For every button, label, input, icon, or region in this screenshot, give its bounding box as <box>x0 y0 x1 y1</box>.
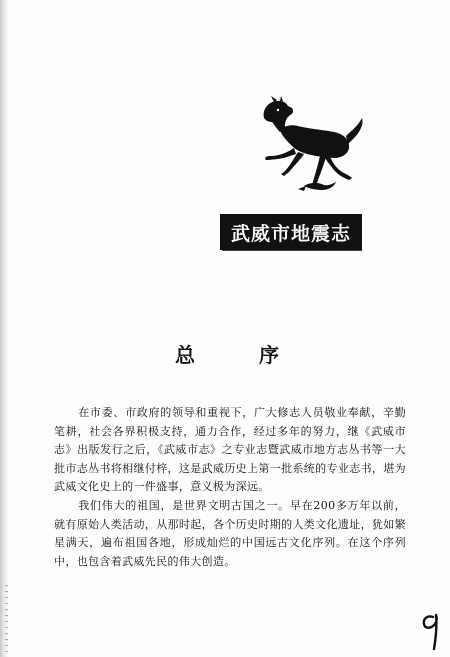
scan-edge-shadow <box>0 0 9 657</box>
section-title <box>175 343 279 367</box>
handwritten-mark <box>419 603 445 653</box>
paragraph-2: 我们伟大的祖国，是世界文明古国之一。早在200多万年以前，就有原始人类活动，从那时起，各个历史时期的人类文化遗址，犹如繁星满天，遍布祖国各地，形成灿烂的中国远古文化序列。在这个序列中，也包含着武威先民的伟大创造。 <box>54 498 406 568</box>
galloping-horse-icon <box>254 96 366 196</box>
section-title-char-2: 序 <box>259 343 279 367</box>
scan-edge-marks <box>5 585 8 655</box>
book-title: 武威市地震志 <box>230 222 351 245</box>
paragraph-1: 在市委、市政府的领导和重视下，广大修志人员敬业奉献，辛勤笔耕，社会各界积极支持，通力合作，经过多年的努力，继《武威市志》出版发行之后，《武威市志》之专业志暨武威市地方志丛书等一大批市志丛书将相继付梓，这是武威历史上第一批系统的专业志书，堪为武威文化史上的一件盛事，意义极为深远。 <box>54 406 406 494</box>
body-text <box>54 404 406 571</box>
section-title-char-1: 总 <box>175 343 195 367</box>
book-title-banner <box>221 215 361 249</box>
